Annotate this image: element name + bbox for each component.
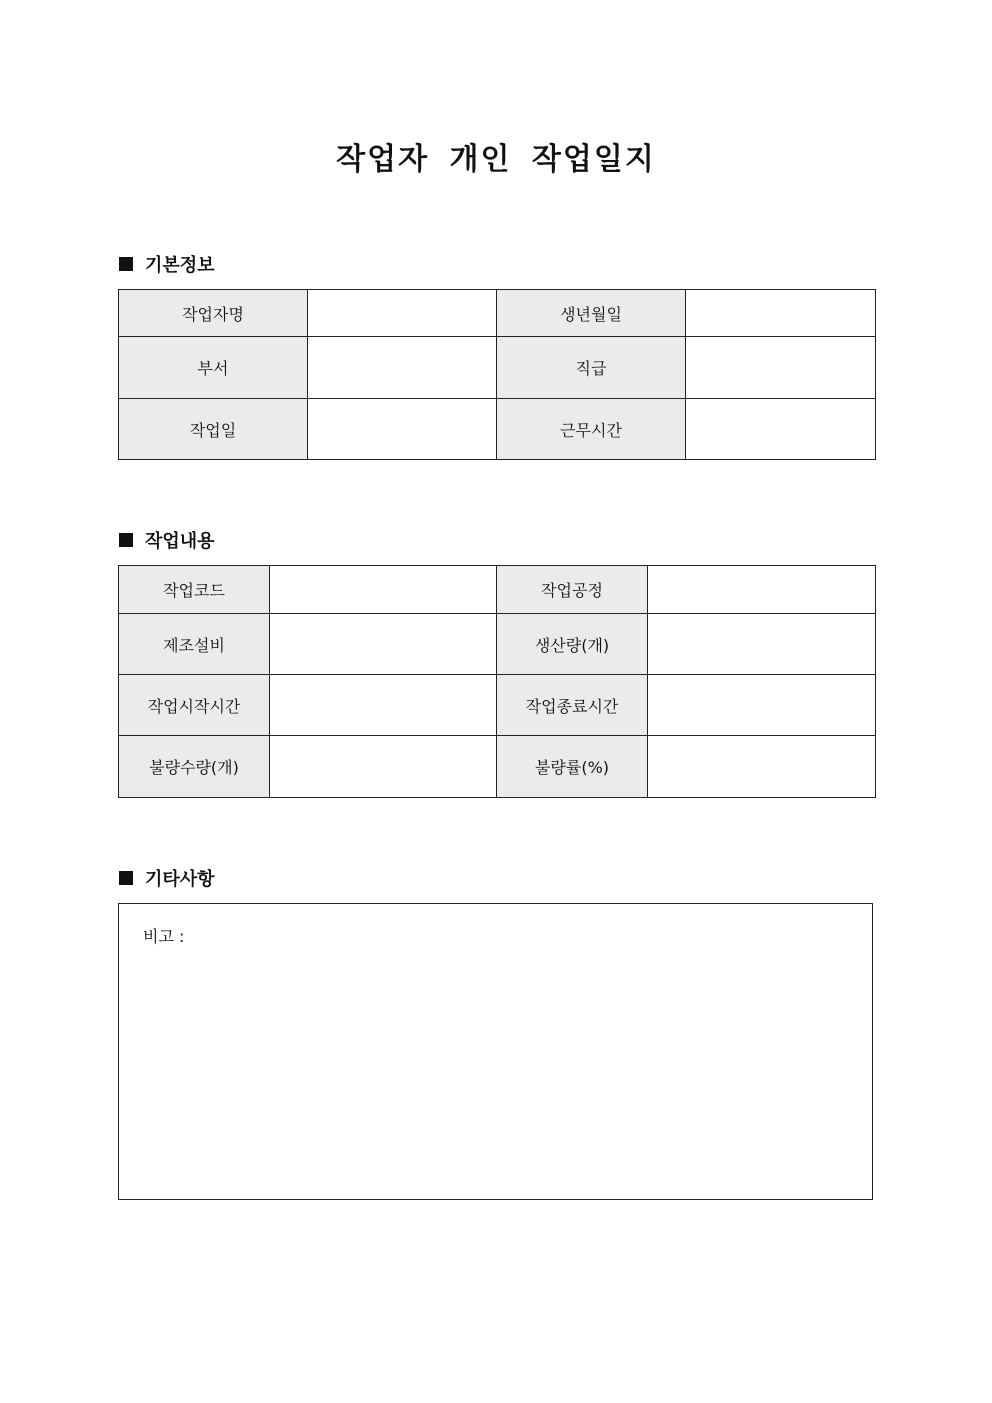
square-bullet-icon [119,257,133,271]
work-content-table [118,565,876,798]
equipment-label: 제조설비 [119,614,270,675]
square-bullet-icon [119,871,133,885]
table-row [119,736,876,798]
page-title: 작업자 개인 작업일지 [336,142,656,177]
basic-info-heading [119,252,215,276]
working-hours-label: 근무시간 [497,399,686,460]
work-code-label: 작업코드 [119,566,270,614]
work-date-field[interactable] [308,399,497,460]
work-process-label: 작업공정 [497,566,648,614]
start-time-label: 작업시작시간 [119,675,270,736]
table-row [119,614,876,675]
table-row [119,337,876,399]
department-label: 부서 [119,337,308,399]
work-content-heading-label: 작업내용 [145,531,215,552]
table-row [119,399,876,460]
defect-rate-field[interactable] [648,736,876,798]
department-field[interactable] [308,337,497,399]
working-hours-field[interactable] [686,399,876,460]
birth-date-field[interactable] [686,290,876,337]
work-process-field[interactable] [648,566,876,614]
defect-qty-field[interactable] [270,736,497,798]
basic-info-heading-label: 기본정보 [145,255,215,276]
square-bullet-icon [119,533,133,547]
work-content-heading [119,528,215,552]
position-label: 직급 [497,337,686,399]
birth-date-label: 생년월일 [497,290,686,337]
start-time-field[interactable] [270,675,497,736]
other-notes-heading-label: 기타사항 [145,869,215,890]
table-row [119,290,876,337]
defect-rate-label: 불량률(%) [497,736,648,798]
remarks-label: 비고 : [143,927,185,946]
worker-name-label: 작업자명 [119,290,308,337]
table-row [119,675,876,736]
other-notes-heading [119,866,215,890]
end-time-field[interactable] [648,675,876,736]
equipment-field[interactable] [270,614,497,675]
work-date-label: 작업일 [119,399,308,460]
position-field[interactable] [686,337,876,399]
production-qty-field[interactable] [648,614,876,675]
worker-name-field[interactable] [308,290,497,337]
table-row [119,566,876,614]
remarks-box[interactable] [118,903,873,1200]
production-qty-label: 생산량(개) [497,614,648,675]
work-code-field[interactable] [270,566,497,614]
defect-qty-label: 불량수량(개) [119,736,270,798]
end-time-label: 작업종료시간 [497,675,648,736]
basic-info-table [118,289,876,460]
